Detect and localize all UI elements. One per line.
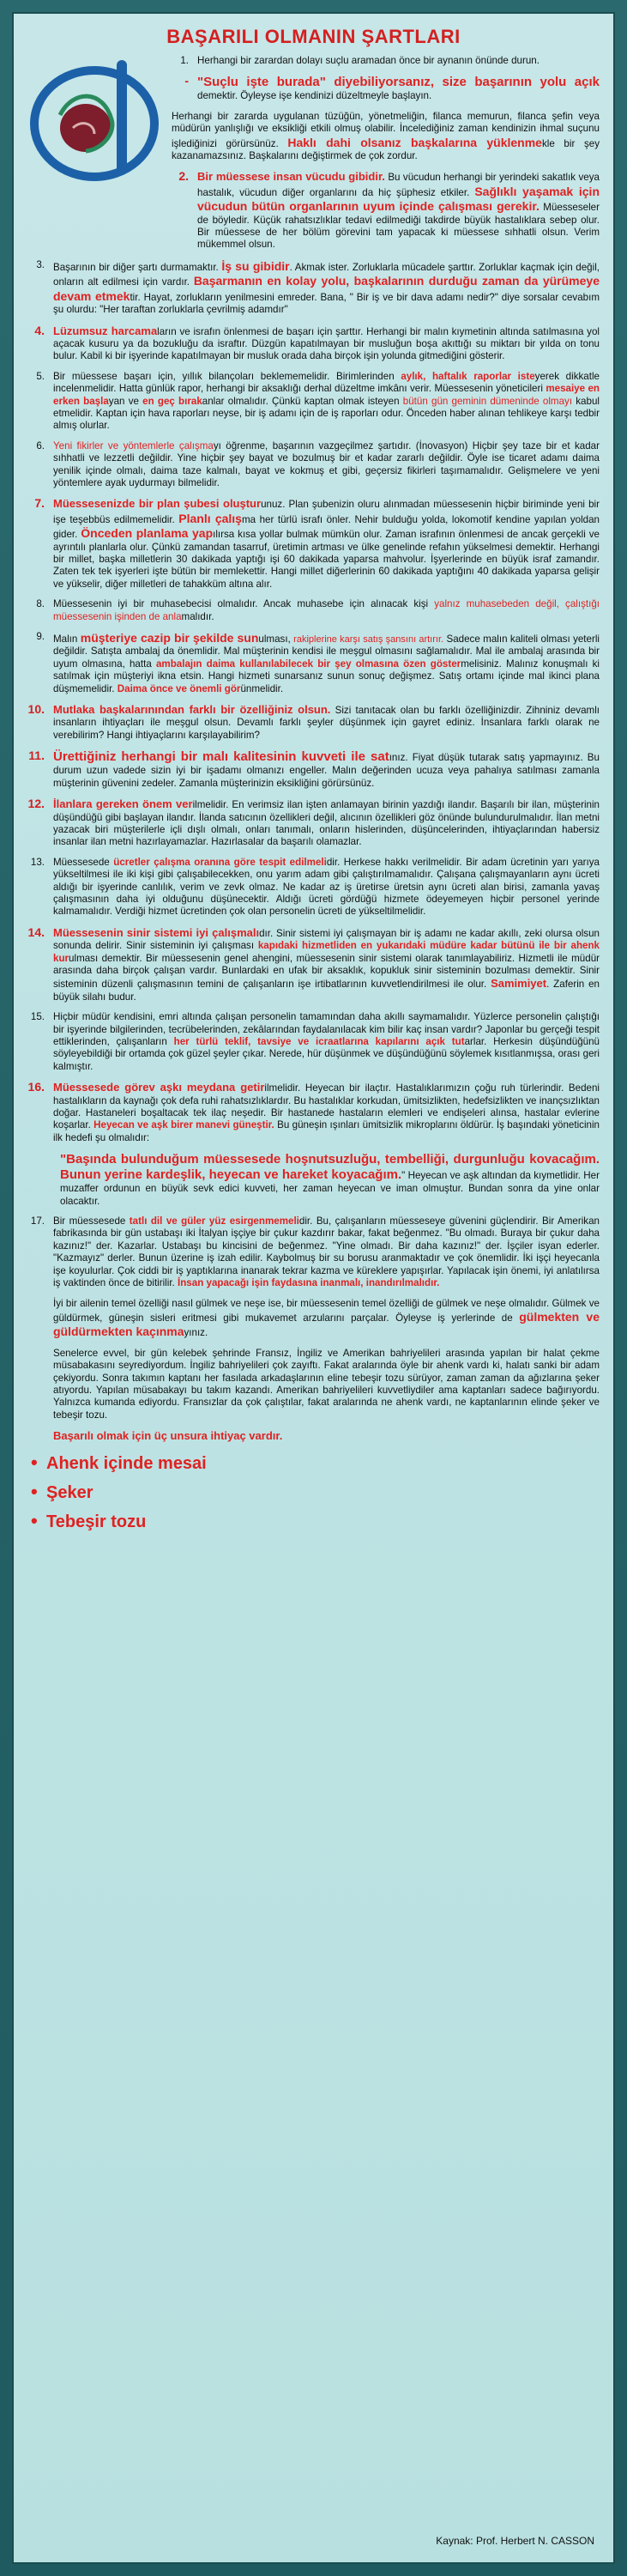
quote-highlight: "Suçlu işte burada" diyebiliyorsanız, size başarının yolu açık bbox=[197, 75, 600, 90]
item-highlight: Sağlıklı yaşamak için vücudun bütün organlarının uyum içinde çalışması gerekir. bbox=[197, 184, 600, 214]
item-text: . Akmak ister. Zorluklarla mücadele şarttır. Zorluklar kaçmak için değil, onların alt edilmesi için vardır. bbox=[53, 261, 600, 288]
paragraph-text: İyi bir ailenin temel özelliği nasıl gülmek ve neşe ise, bir müessesenin temel özelliği de gülmek ve neşe olmalıdır. Gülmek ve güldürmek, güneşin sisleri eritmesi gibi mukavemet arzularını parçalar. Öyleyse iş yerlerinde de bbox=[53, 1297, 600, 1324]
item-highlight: rakiplerine karşı satış şansını artırır. bbox=[293, 634, 444, 646]
item-text: ulması, bbox=[258, 633, 294, 646]
item-highlight: Başarmanın en kolay yolu, başkalarının durduğu zaman da yürümeye devam etmek bbox=[53, 274, 600, 303]
item-text: Hiçbir müdür kendisini, emri altında çalışan personelin tamamından daha akıllı saymamalıdır. Yüzlerce personelin çalıştığı bir işyerinde bilgilerinden, tecrübelerinden, zekâlarından faydalanılacak kim bilir kaç insan vardır? Japonlar bu gerçeği tespit ettiklerinden, çalışanların bbox=[53, 1011, 600, 1047]
motivational-quote bbox=[27, 1152, 600, 1208]
item-text: tir. Hayat, zorlukların yenilmesini emreder. Bana, " Bir iş ve bir dava adamı nedir?" diye sorsalar cevabım şu olurdu: "Her taraftan zorluklarla çevrilmiş adamdır" bbox=[53, 291, 600, 316]
item-number: 7. bbox=[34, 496, 45, 511]
item-heading: Ürettiğiniz herhangi bir malı kalitesinin kuvveti ile sat bbox=[53, 749, 389, 765]
item-highlight: Yeni fikirler ve yöntemlerle çalışma bbox=[53, 439, 214, 452]
intro-text-c: kle bir şey kazanamazsınız. Başkalarını değiştirmek de çok zordur. bbox=[172, 137, 600, 162]
item-text: Müessesenin iyi bir muhasebecisi olmalıdır. Ancak muhasebe için alınacak kişi bbox=[53, 598, 435, 610]
quote-continuation: " Heyecan ve aşk altından da kıymetlidir. Her muzaffer ordunun en büyük sevk edici kuvveti, her zaman heyecan ve iman olmuştur. Bundan sonra da yine onlar olacaktır. bbox=[60, 1170, 600, 1207]
list-item-6 bbox=[27, 440, 600, 490]
item-heading: Müessesenizde bir plan şubesi oluştur bbox=[53, 497, 262, 511]
page-title: BAŞARILI OLMANIN ŞARTLARI bbox=[166, 26, 461, 47]
item-number: 8. bbox=[36, 598, 45, 610]
item-text: ünmelidir. bbox=[240, 682, 284, 694]
item-text: Bir müessese başarı için, yıllık bilançoları beklememelidir. Birimlerinden bbox=[53, 370, 401, 382]
item-heading: Bir müessese insan vücudu gibidir. bbox=[197, 170, 385, 184]
dash-marker: - bbox=[184, 74, 189, 88]
list-item-5 bbox=[27, 371, 600, 433]
item-highlight: İş su gibidir bbox=[221, 258, 290, 273]
list-item-17 bbox=[27, 1215, 600, 1289]
item-text: melisiniz. Malınız konuşmalı ki satılmak için müşteriyi ikna etsin. Hangi hizmeti sunarsanız sunun sonuç değişmez. Satış ortamı içinde mal ikinci plana düşmemelidir. bbox=[53, 658, 600, 694]
item-highlight: Heyecan ve aşk birer manevi güneştir. bbox=[93, 1119, 274, 1131]
item-text: dir. Herkese hakkı verilmelidir. Bir adam ücretinin yarı yarıya yükseltilmesi ile iki kişi gibi çalışabilecekken, onu yarım adam gibi çalıştırılmamalıdır. Çalışana çalışmayanların aynı ücreti aldığı bir işyerinde canlılık, verim ve zevk olmaz. Ne kadar az iş üretirse üretsin aynı ücreti alan birisi, zamanla yavaş çalışmasının daha iyi olduğunu düşünecektir. Aldığı ücreti gördüğü hizmete ödeyemeyen hiçbir personel yerinde kalmamalıdır. Verdiği hizmet ücretinden çok olan personelin ücreti de yükseltilmelidir. bbox=[53, 856, 600, 918]
item-heading: Müessesenin sinir sistemi iyi çalışmalı bbox=[53, 925, 260, 939]
list-item-3 bbox=[27, 259, 600, 317]
key-elements-list bbox=[27, 1452, 600, 1534]
item-highlight: Daima önce ve önemli gör bbox=[117, 682, 241, 694]
quote-continuation: demektir. Öyleyse işe kendinizi düzeltmeyle başlayın. bbox=[197, 90, 432, 102]
paragraph-story: Senelerce evvel, bir gün kelebek şehrinde Fransız, İngiliz ve Amerikan bahriyelileri arasında yapılan bir halat çekme müsabakasını seyrediyordum. İngiliz bahriyelileri çok zayıftı. Fakat aralarında öyle bir ahenk vardı ki, halatı sanki bir adam çekiyordu. Sonra takımın kaptanı her fasılada arkadaşlarının eline tebeşir tozu sürüyor, zaman zaman da ağızlarına şeker atıyordu. Yapılan müsabakayı bu takım kazandı. Amerikan bahriyelileri kuvvetliydiler ama kaptanları sadece bağırıyordu. Yalnızca kumanda ediyordu. Fransızlar da çok çalıştılar, fakat aralarında ne ahenk vardı, ne kaptanlarının elinde şeker ve tebeşir tozu. bbox=[53, 1347, 600, 1421]
item-highlight: bütün gün geminin dümeninde olmayı bbox=[402, 395, 573, 407]
item-text: ilmelidir. En verimsiz ilan işten anlamayan birinin yazdığı ilandır. Başarılı bir ilan, müşterinin düşündüğü gibi başlayan ilandır. İlanda satıcının özellikleri değil, alıcının özellikleri göz önünde bulundurulmalıdır. İlan metni yazacak biri müşterilerle içli dışlı olmalı, onları tanımalı, onların hislerinden, düşüncelerinden, ihtiyaçlarından habersiz insanlar ilan metni hazırlayamazlar. Hazırlasalar da başarılı olamazlar. bbox=[53, 799, 600, 848]
item-text: yı öğrenme, başarının vazgeçilmez şartıdır. (İnovasyon) Hiçbir şey taze bir et kadar sıhhatli ve lezzetli değildir. Yine hiçbir şey bayat ve bozulmuş bir et kadar zararlı değildir. Öyle ise ticaret adamı daima yenilik içinde olmalı, daima taze kalmalı, bayat ve kokmuş et gibi, geçersiz fikirleri taşımamalıdır. Gelişmelere ve yeni yöntemlere ayak uydurmayı bilmelidir. bbox=[53, 439, 600, 488]
bullet-item: • Ahenk içinde mesai bbox=[46, 1452, 600, 1476]
conclusion-line bbox=[27, 1429, 600, 1443]
item-text: Bu vücudun herhangi bir yerindeki sakatlık veya hastalık, vücudun diğer organlarını da hiç şüphesiz etkiler. bbox=[197, 172, 600, 198]
item-number: 3. bbox=[36, 258, 45, 270]
item-number: 10. bbox=[27, 702, 45, 717]
item-highlight: tatlı dil ve güler yüz esirgenmemeli bbox=[129, 1215, 299, 1227]
item-number: 12. bbox=[27, 797, 45, 811]
item-text: malıdır. bbox=[181, 610, 214, 622]
item-text: kabul etmelidir. Kaptan için hava raporları neyse, bir iş adamı için de iş raporları odur. Önceden haber alınan tehlikeye karşı tedbir almış olurlar. bbox=[53, 395, 600, 432]
item-text: ulması demektir. Bir müessesenin genel ahengini, müessesenin sinir sistemi olarak tanımlayabiliriz. Hizmetli ile müdür arasında daha birçok çalışan vardır. Bunlardaki en ufak bir aksaklık, kopukluk sinir sisteminin bozulması demektir. Sinir sisteminin düzenli çalışmasının temini de çalışanların işe irtibatlarının kuvvetlendirilmesi ile olur. bbox=[53, 952, 600, 991]
item-highlight: en geç bırak bbox=[142, 395, 202, 407]
item-number: 4. bbox=[34, 323, 45, 337]
item-heading: Müessesede görev aşkı meydana getir bbox=[53, 1081, 265, 1094]
intro-text-a: Herhangi bir zararda uygulanan tüzüğün, yönetmeliğin, filanca memurun, filanca şefin veya müdürün yanlışlığı ve eksikliği etkili olmuş olabilir. İncelediğiniz zaman kendinizin ihmal suçunu işlediğinizi görürsünüz. bbox=[172, 110, 600, 149]
item-highlight: yalnız muhasebeden değil, çalıştığı müessesenin işinden de anla bbox=[53, 598, 600, 622]
item-highlight: Samimiyet bbox=[491, 977, 547, 991]
item-text: Müessesede bbox=[53, 856, 114, 868]
item-number: 5. bbox=[36, 370, 45, 382]
item-text: unuz. Plan şubenizin oluru alınmadan müessesenin hiçbir biriminde yeni bir işe teşebbüs edilmemelidir. bbox=[53, 499, 600, 525]
list-item-9 bbox=[27, 631, 600, 695]
intro-item-1 bbox=[172, 55, 600, 67]
item-number: 16. bbox=[27, 1080, 45, 1094]
item-highlight: mesaiye en erken başla bbox=[53, 383, 600, 407]
item-number: 11. bbox=[28, 749, 45, 763]
quote-highlight: "Başında bulunduğum müessesede hoşnutsuzluğu, tembelliği, durgunluğu kovacağım. Bunun yerine kardeşlik, heyecan ve hareket koyacağım. bbox=[60, 1152, 600, 1183]
item-text: ların ve israfın önlenmesi de başarı için şarttır. Herhangi bir malın kıymetinin altında satılmasına yol açacak kusuru ya da bozukluğu da israftır. Düzgün kapatılmayan bir musluğun boşa akıttığı su miktarı bir yılda on tonu bulur. Kabil ki bir işyerinde kapatılmayan bir musluk orada daha birçok işin yolunda gitmediğini gösterir. bbox=[53, 325, 600, 362]
conclusion-text: Başarılı olmak için üç unsura ihtiyaç vardır. bbox=[53, 1429, 283, 1443]
item-highlight: İnsan yapacağı işin faydasına inanmalı, inandırılmalıdır. bbox=[178, 1277, 440, 1289]
item-number: 1. bbox=[180, 55, 189, 66]
item-text: Müesseseler de böyledir. Küçük rahatsızlıklar tedavi edilmediği takdirde büyük hastalıklara sebep olur. Bir müessese de her bölüm görevini tam yapacak ki müessese sıhhatli olsun. Verim mükemmel olsun. bbox=[197, 202, 600, 251]
item-number: 9. bbox=[36, 631, 45, 643]
item-text: Herhangi bir zarardan dolayı suçlu aramadan önce bir aynanın önünde durun. bbox=[197, 55, 540, 66]
list-item-10 bbox=[27, 703, 600, 742]
item-text: anlar olmalıdır. Çünkü kaptan olmak isteyen bbox=[202, 395, 403, 407]
intro-quote bbox=[172, 75, 600, 102]
item-number: 15. bbox=[30, 1011, 45, 1023]
item-number: 6. bbox=[36, 439, 45, 452]
item-text: ilmelidir. Heyecan bir ilaçtır. Hastalıklarımızın çoğu ruh türlerindir. Bedeni hastalıkların da kaynağı çok defa ruhi rahatsızlıklardır. Bu hastalıklar korkudan, ümitsizlikten, hedefsizlikten ve inançsızlıktan doğar. Hastaneleri boşaltacak tek ilaç neşedir. Bir hastanede hastaların elemleri ve endişeleri alınsa, hastalar evlerine koşarlar. bbox=[53, 1082, 600, 1131]
item-text: Bu güneşin ışınları ümitsizlik mikroplarını öldürür. İş başındaki yöneticinin ilk hedefi şu olmalıdır: bbox=[53, 1119, 600, 1143]
item-highlight: Planlı çalış bbox=[178, 511, 242, 525]
list-item-2 bbox=[172, 170, 600, 251]
bullet-item: • Tebeşir tozu bbox=[46, 1510, 600, 1534]
item-number: 14. bbox=[27, 924, 45, 939]
item-number: 13. bbox=[30, 856, 45, 868]
item-number: 2. bbox=[178, 169, 189, 184]
list-item-12 bbox=[27, 797, 600, 849]
item-highlight: müşteriye cazip bir şekilde sun bbox=[80, 631, 259, 646]
item-text: ılırsa kısa yollar bulmak mümkün olur. Zaman israfının önlenmesi de ancak gerçekli ve ayrıntılı planlarla olur. Çünkü zamandan tasarruf, üretimin artması ve ülke genelinde refahın yükselmesi demektir. Herhangi bir millet, başka milletlerin 30 dakikada yaptığı işi 60 dakikada yaparsa mahvolur. İşyerlerinde en büyük israf zamandır. Zaten tek tek işyerleri işte bütün bir memlekettir. Hangi millet diğerlerinin 60 dakikada yaptığını 40 dakikada yaparsa gelişir ve yükselir, diğer milletleri de tahakküm altına alır. bbox=[53, 529, 600, 590]
item-heading: Lüzumsuz harcama bbox=[53, 324, 158, 337]
list-item-4 bbox=[27, 324, 600, 363]
list-item-13 bbox=[27, 857, 600, 918]
item-text: Sadece malın kaliteli olması yeterli değildir. Satışta ambalaj da önemlidir. Mal müşterinin kendisi ile meşgul olmasını sağlamalıdır. Mal ile ambalaj arasında bir uyum olmasına, hatta bbox=[53, 633, 600, 670]
list-item-16 bbox=[27, 1081, 600, 1144]
item-text: Sizi tanıtacak olan bu farklı özelliğinizdir. Zihniniz devamlı insanların ihtiyaçları ile meşgul olsun. Devamlı farklı şeyler düşünmek için gayret ediniz. İnsanlara farklı olarak ne verebilirim? Hangi ihtiyaçlarını karşılayabilirim? bbox=[53, 705, 600, 741]
document-card bbox=[12, 12, 615, 2564]
item-highlight: ücretler çalışma oranına göre tespit edilmeli bbox=[113, 856, 327, 868]
list-item-14 bbox=[27, 926, 600, 1003]
paragraph-laughter bbox=[27, 1298, 600, 1340]
item-text: dır. Sinir sistemi iyi çalışmayan bir iş adamı ne kadar akıllı, zeki olursa olsun sonunda delirir. Sinir sisteminin iyi çalışması bbox=[53, 927, 600, 952]
item-text: ma her türlü israfı önler. Nehir bulduğu yolda, lokomotif kendine yapılan yoldan gider. bbox=[53, 513, 600, 541]
item-heading: İlanlara gereken önem ver bbox=[53, 797, 193, 811]
source-credit: Kaynak: Prof. Herbert N. CASSON bbox=[436, 2535, 594, 2547]
item-highlight: aylık, haftalık raporlar iste bbox=[401, 370, 535, 382]
item-text: Başarının bir diğer şartı durmamaktır. bbox=[53, 261, 222, 273]
item-highlight: Önceden planlama yap bbox=[81, 526, 214, 541]
list-item-7 bbox=[27, 497, 600, 591]
item-text: ınız. Fiyat düşük tutarak satış yapmayınız. Bu durum uzun vadede sizin iyi bir işadamı olmanızı engeller. Malın değerinden ucuza veya pahalıya satılması zamanla müşterinin güvenini zedeler. Zamanla müşterinizin eksikliğini görürsünüz. bbox=[53, 752, 600, 789]
list-item-15 bbox=[27, 1011, 600, 1073]
item-number: 17. bbox=[30, 1215, 45, 1227]
list-item-11 bbox=[27, 749, 600, 790]
item-text: yerek dikkatle incelenmelidir. Hatta günlük rapor, herhangi bir aksaklığı derhal düzeltme imkânı verir. Müessesenin yöneticileri bbox=[53, 370, 600, 395]
list-item-8 bbox=[27, 598, 600, 623]
item-highlight: her türlü teklif, tavsiye ve icraatlarına kapılarını açık tut bbox=[173, 1036, 465, 1047]
item-text: dir. Bu, çalışanların müesseseye güvenini güçlendirir. Bir Amerikan fabrikasında bir gün ustabaşı iki İtalyan işçiye bir çukur kazdırır bakar, fakat beğenmez. "Bu olmadı. Buraya bir çukur daha kazınız!" der. Kazarlar. Ustabaşı bu kincisini de beğenmez. "Yine olmadı. Bir daha kazınız!" der. İşçiler isyan ederler. "Kazmayız" derler. Bunun üzerine iş izah edilir. Kaybolmuş bir su borusu aranmaktadır ve çok önemlidir. İki işçi heyecanla işe koyulurlar. Çok ciddi bir iş yaptıklarına inanarak tekrar kazma ve küreklere yapışırlar. Yapılacak işin önemi, iyi anlatılırsa iş vaktinden önce de bitirilir. bbox=[53, 1215, 600, 1289]
paragraph-highlight: gülmekten ve güldürmekten kaçınma bbox=[53, 1309, 600, 1339]
intro-highlight: Haklı dahi olsanız başkalarına yüklenme bbox=[287, 135, 542, 149]
letter-d-logo-icon bbox=[26, 55, 163, 184]
item-text: . Zaferin en büyük silahı budur. bbox=[53, 979, 600, 1003]
item-highlight: ambalajın daima kullanılabilecek bir şey olmasına özen göster bbox=[155, 658, 461, 670]
item-highlight: kapıdaki hizmetliden en yukarıdaki müdüre kadar bütünü ile bir ahenk kur bbox=[53, 940, 600, 964]
bullet-item: • Şeker bbox=[46, 1481, 600, 1505]
item-text: Bir müessesede bbox=[53, 1215, 130, 1227]
paragraph-text: yınız. bbox=[184, 1327, 208, 1339]
item-text: yan ve bbox=[108, 395, 143, 407]
item-text: arlar. Herkesin düşündüğünü söyleyebildiği bir ortamda çok güzel şeyler çıkar. Nerede, hür düşünmek ve düşündüğünü söylemek kısıtlanmışsa, orası geri kalmıştır. bbox=[53, 1036, 600, 1072]
item-heading: Mutlaka başkalarınından farklı bir özelliğiniz olsun. bbox=[53, 703, 331, 717]
item-text: Malın bbox=[53, 633, 81, 646]
